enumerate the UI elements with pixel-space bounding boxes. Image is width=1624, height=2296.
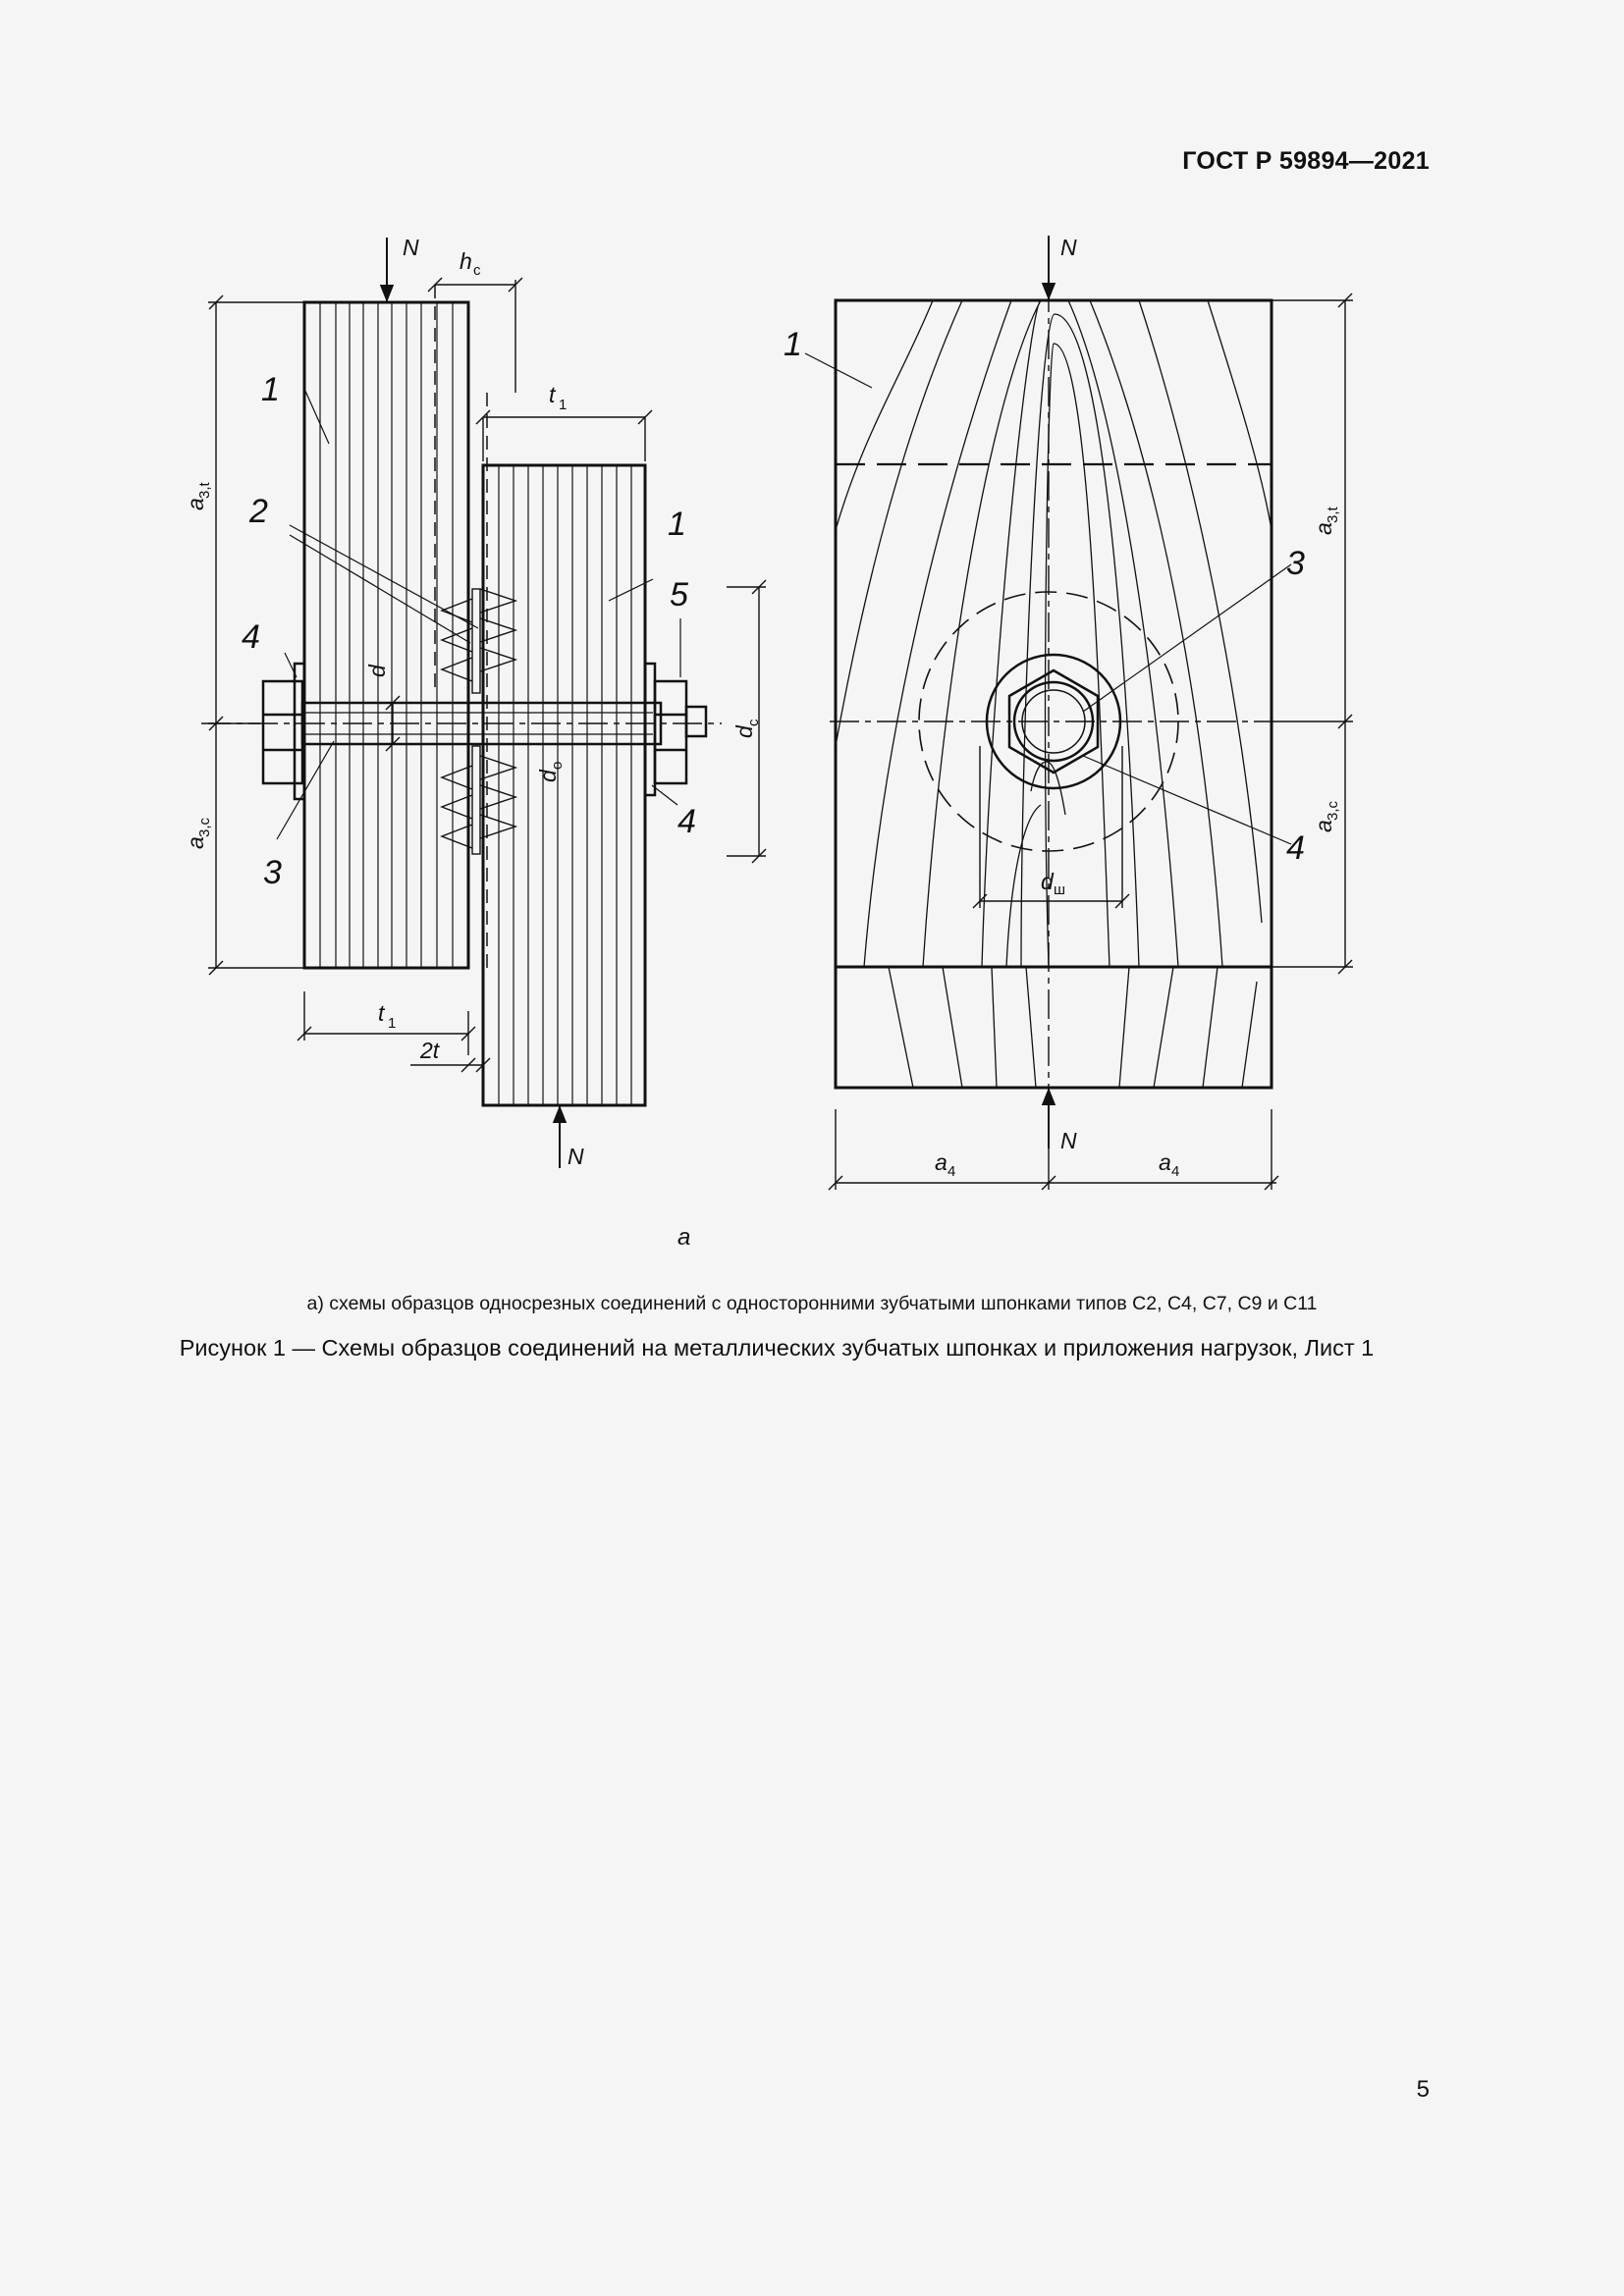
dim-a3c-right: a [1311,820,1336,832]
dim-a3t-right: a [1311,522,1336,535]
callout-1-right: 1 [784,326,802,363]
left-timber-member [304,302,468,968]
dim-a3c-right-sub: 3,c [1325,800,1341,821]
dim-a4-left: a [935,1149,947,1175]
dim-a4-left-sub: 4 [947,1163,956,1180]
callout-4-right: 4 [1286,829,1305,867]
figure-caption: Рисунок 1 — Схемы образцов соединений на металлических зубчатых шпонках и приложения нагрузок, Лист 1 [179,1335,1375,1361]
load-label-top-right: N [1060,235,1077,260]
load-label-top-left: N [403,235,419,260]
document-id: ГОСТ Р 59894—2021 [1182,147,1430,175]
dim-a3c: a [183,836,208,849]
dim-hc: h [460,248,472,274]
dim-hc-sub: c [473,262,481,279]
dim-a3t-right-sub: 3,t [1325,507,1341,523]
callout-1b: 1 [668,506,686,543]
left-view [201,238,766,1168]
dim-a4-right-sub: 4 [1171,1163,1180,1180]
dim-a4-right: a [1159,1149,1171,1175]
wood-grain [836,300,1272,967]
dim-dc: d [731,725,757,738]
dim-dsh-sub: ш [1054,881,1066,898]
callout-2: 2 [249,493,268,530]
dim-dsh: d [1041,869,1054,894]
dim-d: d [364,665,390,677]
right-view-labels [784,235,1341,1180]
dim-2t: 2t [420,1038,440,1063]
dim-t1-top-sub: 1 [559,397,568,413]
dim-do: d [535,770,561,782]
dim-dc-sub: c [745,719,762,726]
callout-1a: 1 [261,371,280,408]
sheet-letter: а [677,1224,691,1251]
callout-5: 5 [670,576,688,614]
dim-t1-bottom-sub: 1 [388,1015,397,1032]
page-number: 5 [1416,2076,1430,2103]
dim-a3t-rot: a [183,498,208,510]
callout-3: 3 [263,854,282,891]
figure-subcaption: а) схемы образцов односрезных соединений с односторонними зубчатыми шпонками типов С2, С4, С7, С9 и С11 [306,1293,1318,1314]
callout-4a: 4 [242,618,260,656]
dim-t1-bottom: t [378,1000,385,1026]
load-label-bottom-left: N [568,1144,584,1169]
right-timber-member [483,465,645,1105]
dim-t1-top: t [549,382,556,407]
callout-3-right: 3 [1286,545,1305,582]
dim-a3c-sub: 3,c [196,817,213,837]
right-view [805,236,1353,1190]
callout-4b: 4 [677,803,696,840]
load-label-bottom-right: N [1060,1128,1077,1153]
dim-a3t-sub: 3,t [196,482,213,499]
dim-do-sub: o [549,761,566,770]
